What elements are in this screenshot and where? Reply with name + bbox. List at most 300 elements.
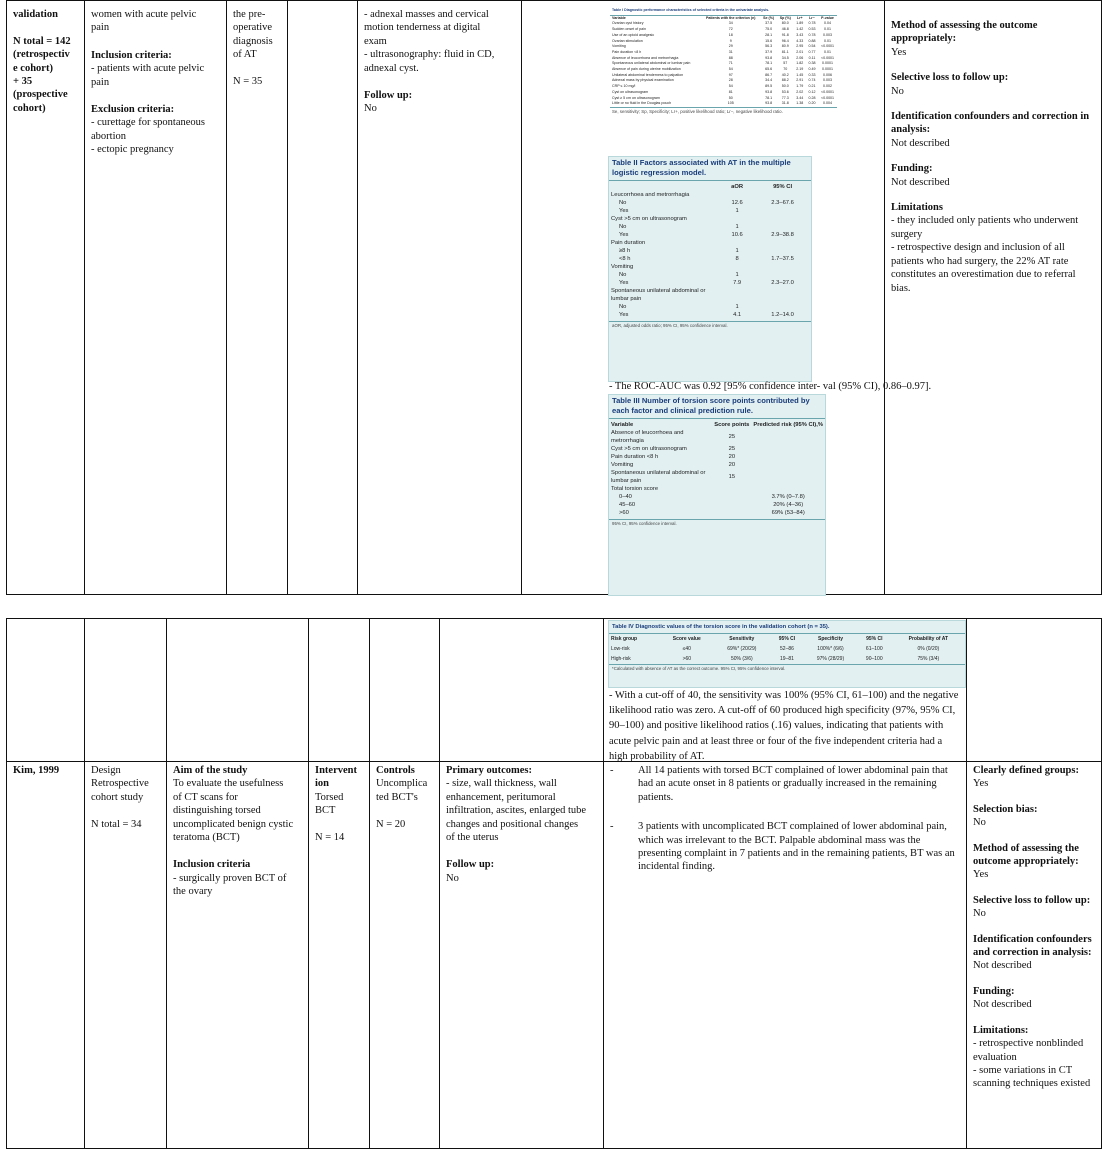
- table3-cell: [751, 429, 825, 445]
- table1-cell: Little or no fluid in the Douglas pouch: [612, 101, 672, 106]
- aim-line: teratoma (BCT): [173, 832, 240, 844]
- aim-line: of CT scans for: [173, 791, 238, 803]
- table1-cell: 0.78: [808, 32, 816, 37]
- table1-cell: 0.38: [808, 61, 816, 66]
- table1-cell: 34.5: [781, 55, 789, 60]
- design-line: Design: [91, 765, 121, 776]
- followup-heading: Follow up:: [364, 90, 413, 102]
- table-row: [609, 263, 811, 271]
- table2-cell: [720, 239, 754, 247]
- quality-heading: Selective loss to follow up:: [973, 894, 1091, 906]
- table2-cell: [754, 287, 811, 303]
- table2-cell: Yes: [619, 232, 629, 238]
- table1-cell: 31: [728, 49, 733, 54]
- intervention-line: of AT: [233, 49, 257, 61]
- table3-cell: 20: [728, 454, 736, 460]
- table-iv-figure: [608, 620, 966, 688]
- table-row: [609, 271, 811, 279]
- table-row: [609, 231, 811, 239]
- table3-cell: [712, 501, 751, 509]
- table1-cell: 72: [728, 27, 733, 32]
- table4-cell: High-risk: [611, 656, 631, 662]
- table1-cell: 70: [783, 67, 788, 72]
- table4-cell: Low-risk: [611, 646, 630, 652]
- outcome-line: enhancement, peritumoral: [446, 791, 556, 803]
- table1-cell: 0.88: [808, 38, 816, 43]
- exclusion-line: - curettage for spontaneous: [91, 117, 205, 129]
- table-ii-figure: [608, 156, 812, 382]
- table1-cell: 50.0: [781, 84, 789, 89]
- primary-outcomes-heading: Primary outcomes:: [446, 765, 533, 776]
- table2-cell: 8: [735, 256, 739, 262]
- quality-value: Not described: [973, 960, 1032, 972]
- table1-cell: 2.91: [796, 78, 804, 83]
- table1-cell: Use of an opioid analgesic: [612, 32, 655, 37]
- kim-quality-cell: [967, 762, 1102, 1149]
- table1-cell: 88: [728, 55, 733, 60]
- control-line: Uncomplica: [376, 778, 428, 790]
- control-line: N = 20: [376, 818, 406, 830]
- table1-cell: <0.0001: [820, 55, 835, 60]
- table1-header-cell: Variable: [612, 15, 626, 20]
- controls-heading: Controls: [376, 765, 415, 776]
- table1-cell: 2.06: [796, 55, 804, 60]
- table1-cell: 88.2: [781, 78, 789, 83]
- population-line: women with acute pelvic: [91, 9, 197, 20]
- table1-cell: 65.6: [765, 67, 773, 72]
- inclusion-line: - surgically proven BCT of: [173, 872, 287, 884]
- table1-cell: 81: [728, 89, 733, 94]
- table3-cell: [751, 453, 825, 461]
- table1-cell: 4.33: [796, 38, 804, 43]
- result-bullet: [610, 764, 960, 804]
- table1-cell: 0.77: [808, 49, 816, 54]
- design-line: N total = 34: [91, 818, 142, 830]
- table-row: [609, 303, 811, 311]
- quality-value: No: [891, 85, 904, 97]
- quality-value: - retrospective nonblinded evaluation - some variations in CT scanning techniques existed: [973, 1038, 1091, 1090]
- table2-cell: 2.3–67.6: [771, 200, 794, 206]
- cutoff-text: - With a cut-off of 40, the sensitivity was 100% (95% CI, 61–100) and the negative likelihood ratio was zero. A cut-off of 60 produced high specificity (97%, 95% CI, 90–100) and positive likelihood ratios (.16) values, indicating that patients with acute pelvic pain and at least three or four of the five independent criteria had a high probability of AT.: [609, 690, 959, 762]
- table1-header-cell: Lr+: [796, 15, 803, 20]
- quality-heading: Selection bias:: [973, 803, 1038, 815]
- intervention-line: diagnosis: [233, 35, 273, 47]
- quality-heading: Identification confounders and correction in analysis:: [973, 933, 1092, 959]
- table2-cell: No: [619, 272, 627, 278]
- table2-cell: Cyst >5 cm on ultrasonogram: [611, 216, 687, 222]
- table1-cell: 3.43: [796, 32, 804, 37]
- study-id-line: + 35: [13, 76, 33, 88]
- table-iii: [609, 421, 825, 517]
- table-row: [609, 493, 825, 501]
- intervention-line: [315, 818, 363, 831]
- table-row: [609, 461, 825, 469]
- table2-header-cell: aOR: [731, 184, 744, 190]
- quality-value: Not described: [891, 176, 950, 188]
- kim-followup-value: No: [446, 872, 459, 884]
- outcome-line: - size, wall thickness, wall: [446, 778, 557, 790]
- table1-cell: 0.21: [808, 84, 816, 89]
- table3-cell: 20: [728, 462, 736, 468]
- table1-cell: 1.79: [796, 84, 804, 89]
- table-row: [609, 287, 811, 303]
- table-row: [609, 445, 825, 453]
- table3-cell: Absence of leucorrhoea and metrorrhagia: [611, 430, 684, 444]
- intervention-line: the pre-: [233, 9, 266, 20]
- table2-cell: 12.6: [731, 200, 743, 206]
- outcome-line: infiltration, ascites, enlarged tube: [446, 805, 587, 817]
- table3-cell: 45–60: [619, 502, 636, 508]
- table-i-footnote: Se, sensitivity; Sp, Specificity; Lr+, positive likelihood ratio; Lr−, negative likelihood ratio.: [612, 108, 783, 114]
- table1-cell: Ovarian stimulation: [612, 38, 643, 43]
- outcome-line: changes and positional changes: [446, 818, 579, 830]
- table-row: [609, 654, 965, 664]
- table-row: [609, 509, 825, 517]
- table2-cell: [720, 263, 754, 271]
- kim-results-cell: [604, 762, 967, 1149]
- table1-cell: 0.003: [823, 32, 833, 37]
- quality-heading: Method of assessing the outcome appropriately:: [891, 20, 1038, 45]
- inclusion-line: the ovary: [173, 886, 213, 898]
- table-row: [609, 644, 965, 654]
- table3-cell: Pain duration <8 h: [611, 454, 659, 460]
- control-cell: [288, 1, 358, 595]
- quality-value: No: [973, 817, 986, 829]
- table1-cell: 105: [727, 101, 734, 106]
- quality-value: No: [973, 908, 986, 920]
- table1-header-cell: Se (%): [763, 15, 775, 20]
- design-line: Retrospective: [91, 778, 149, 790]
- table4-cell: 50% (3/6): [730, 656, 753, 662]
- table1-cell: 0.53: [808, 27, 816, 32]
- kim-followup-heading: Follow up:: [446, 859, 495, 871]
- table-ii-footnote: aOR, adjusted odds ratio; 95% CI, 95% confidence interval.: [612, 323, 728, 328]
- table4-header-cell: Risk group: [611, 636, 638, 642]
- design-line: cohort study: [91, 791, 144, 803]
- table1-cell: 96.4: [781, 38, 789, 43]
- table-ii-title: Table II Factors associated with AT in the multiple logistic regression model.: [612, 158, 791, 177]
- table1-cell: 2.19: [796, 67, 804, 72]
- table1-cell: 80.0: [781, 21, 789, 26]
- table2-cell: 4.1: [733, 312, 742, 318]
- table2-cell: Yes: [619, 280, 629, 286]
- quality-heading: Funding:: [891, 163, 933, 175]
- table1-cell: 0.0001: [822, 61, 834, 66]
- table2-cell: No: [619, 200, 627, 206]
- table1-cell: 1.89: [796, 21, 804, 26]
- quality-cell: [885, 1, 1102, 595]
- table-iii-figure: [608, 394, 826, 596]
- result-text: 3 patients with uncomplicated BCT complained of lower abdominal pain, which was irrelevant to the BCT. Palpable abdominal mass was the presenting complaint in 7 patients and in the remaining patients, BT was an incidental finding.: [638, 821, 955, 873]
- table1-cell: 1.38: [796, 101, 804, 106]
- study-id: Kim, 1999: [13, 765, 60, 776]
- table1-cell: CRP ≤ 10 mg/l: [612, 84, 636, 89]
- table1-cell: 0.01: [824, 38, 832, 43]
- table-row: [609, 215, 811, 223]
- table2-cell: Leucorrhoea and metrorrhagia: [611, 192, 690, 198]
- table1-cell: 54: [728, 84, 733, 89]
- table4-cell: ≤40: [682, 646, 691, 652]
- quality-heading: Limitations:: [973, 1024, 1029, 1036]
- table1-cell: 18: [728, 32, 733, 37]
- table1-cell: Unilateral abdominal tenderness to palpation: [612, 72, 684, 77]
- kim-population-cell: [167, 762, 309, 1149]
- table-iv-title: Table IV Diagnostic values of the torsion score in the validation cohort (n = 35).: [612, 624, 830, 630]
- table-row: [609, 223, 811, 231]
- table4-header-cell: 95% CI: [778, 636, 796, 642]
- table4-cell: 69%* (20/29): [727, 646, 757, 652]
- aim-line: distinguishing torsed: [173, 805, 261, 817]
- table1-cell: 0.004: [823, 101, 833, 106]
- quality-value: Yes: [891, 46, 907, 58]
- table1-cell: 0.01: [824, 49, 832, 54]
- table1-cell: 0.002: [823, 84, 833, 89]
- quality-heading: Clearly defined groups:: [973, 765, 1079, 776]
- table-i: [610, 16, 837, 107]
- table1-cell: 97: [728, 72, 733, 77]
- table1-cell: 31.8: [781, 101, 789, 106]
- table-iv-footnote: *Calculated with absence of AT as the correct outcome. 95% CI, 95% confidence interval.: [612, 666, 786, 671]
- table1-cell: 0.33: [808, 72, 816, 77]
- table1-cell: Spontaneous unilateral abdominal or lumbar pain: [612, 61, 691, 66]
- table1-cell: 0.0001: [822, 67, 834, 72]
- aim-line: uncomplicated benign cystic: [173, 818, 294, 830]
- table3-cell: 15: [728, 474, 736, 480]
- control-line: ted BCT's: [376, 791, 418, 803]
- exclusion-heading: Exclusion criteria:: [91, 104, 175, 116]
- table4-cell: 19–81: [780, 656, 794, 662]
- table2-cell: [754, 247, 811, 255]
- table1-cell: 0.11: [808, 55, 816, 60]
- table2-cell: 2.3–27.0: [771, 280, 794, 286]
- table3-cell: >60: [619, 510, 629, 516]
- table1-cell: Vomiting: [612, 44, 626, 49]
- quality-heading: Method of assessing the outcome appropriately:: [973, 842, 1079, 868]
- table1-cell: 91.8: [781, 32, 789, 37]
- table3-cell: 3.7% (0–7.8): [771, 494, 805, 500]
- quality-value: Yes: [973, 869, 989, 881]
- table4-cell: 0% (0/20): [917, 646, 940, 652]
- table2-cell: Vomiting: [611, 264, 634, 270]
- table1-cell: 37.5: [765, 21, 773, 26]
- table2-cell: [720, 191, 754, 199]
- table1-cell: 29: [728, 44, 733, 49]
- table2-cell: No: [619, 304, 627, 310]
- table4-header-cell: Specificity: [818, 636, 844, 642]
- table1-cell: 0.78: [808, 21, 816, 26]
- table1-cell: 0.28: [808, 95, 816, 100]
- table2-cell: 2.9–38.8: [771, 232, 794, 238]
- intervention-line: [233, 62, 281, 75]
- table1-cell: <0.0001: [820, 89, 835, 94]
- table1-cell: 1.42: [796, 27, 804, 32]
- table1-cell: 81.1: [781, 49, 789, 54]
- table-row: [609, 199, 811, 207]
- table2-cell: 1.7–37.5: [771, 256, 794, 262]
- result-bullet: [610, 820, 960, 874]
- table3-header-cell: Predicted risk (95% CI),%: [753, 422, 823, 428]
- table3-cell: [751, 485, 825, 493]
- table-i-figure: [610, 6, 837, 157]
- table2-cell: [754, 223, 811, 231]
- aim-heading: Aim of the study: [173, 765, 248, 776]
- outcome-line: - ultrasonography: fluid in CD,: [364, 49, 495, 61]
- table1-cell: Cyst on ultrasonogram: [612, 89, 649, 94]
- table2-cell: [720, 287, 754, 303]
- table3-cell: [712, 485, 751, 493]
- population-cell: [85, 1, 227, 595]
- table2-cell: Yes: [619, 208, 629, 214]
- table-iv: [609, 634, 965, 664]
- table2-cell: [754, 239, 811, 247]
- table-row: [609, 279, 811, 287]
- table1-cell: 15.6: [765, 38, 773, 43]
- table3-cell: [751, 461, 825, 469]
- kim-outcomes-cell: [440, 762, 604, 1149]
- table1-cell: 2.01: [796, 49, 804, 54]
- kim-design-cell: [85, 762, 167, 1149]
- table1-cell: 89.5: [765, 84, 773, 89]
- quality-heading: Funding:: [973, 985, 1015, 997]
- table1-cell: 75.0: [765, 27, 773, 32]
- table1-cell: 9: [729, 38, 732, 43]
- table1-cell: 53.6: [781, 89, 789, 94]
- table1-cell: Adnexal mass by physical examination: [612, 78, 674, 83]
- table3-cell: Total torsion score: [611, 486, 659, 492]
- table2-cell: 1: [735, 248, 739, 254]
- quality-value: Not described: [973, 999, 1032, 1011]
- table3-cell: Spontaneous unilateral abdominal or lumbar pain: [611, 470, 706, 484]
- table2-cell: Spontaneous unilateral abdominal or lumbar pain: [611, 288, 706, 302]
- study-id-line: (prospective: [13, 89, 68, 101]
- table4-header-cell: Probability of AT: [908, 636, 949, 642]
- table1-cell: 86.7: [765, 72, 773, 77]
- intervention-line: N = 35: [233, 76, 263, 88]
- table1-cell: 0.04: [824, 21, 832, 26]
- table-row: [609, 429, 825, 445]
- kim-study-id-cell: [7, 762, 85, 1149]
- study-id-line: validation: [13, 9, 58, 20]
- table-row: [609, 485, 825, 493]
- table1-cell: Cyst ≥ 5 cm on ultrasonogram: [612, 95, 660, 100]
- table1-cell: 1.82: [796, 61, 804, 66]
- intervention-line: operative: [233, 22, 273, 34]
- outcome-line: motion tenderness at digital: [364, 22, 481, 34]
- table4-header-cell: Sensitivity: [729, 636, 755, 642]
- table2-header-cell: [609, 183, 720, 191]
- table1-cell: 77.3: [781, 95, 789, 100]
- table4-cell: 75% (3/4): [917, 656, 940, 662]
- outcomes-cell: [358, 1, 522, 595]
- table1-cell: 0.54: [808, 44, 816, 49]
- study-id-line: [13, 21, 78, 34]
- table1-header-cell: Sp (%): [779, 15, 791, 20]
- table-ii: [609, 183, 811, 319]
- table-row: [609, 207, 811, 215]
- table1-cell: 40.2: [781, 72, 789, 77]
- table-row: [609, 255, 811, 263]
- table2-cell: Pain duration: [611, 240, 646, 246]
- table2-cell: 10.6: [731, 232, 743, 238]
- table3-cell: [751, 445, 825, 453]
- table1-cell: 0.003: [823, 78, 833, 83]
- quality-heading: Identification confounders and correction in analysis:: [891, 111, 1090, 136]
- kim-intervention-cell: [309, 762, 370, 1149]
- table1-cell: 1.45: [796, 72, 804, 77]
- table1-header-cell: Patients with the criterion (n): [705, 15, 756, 20]
- table2-cell: 1: [735, 304, 739, 310]
- study-id-cell: [7, 1, 85, 595]
- table-row: [609, 311, 811, 319]
- table1-cell: 28.1: [765, 32, 773, 37]
- followup-value: No: [364, 103, 377, 115]
- table1-header-cell: P-value: [821, 15, 834, 20]
- table1-cell: 0.01: [824, 27, 832, 32]
- table-row: [609, 191, 811, 199]
- table2-cell: ≥8 h: [619, 248, 631, 254]
- table1-cell: 93.8: [765, 101, 773, 106]
- table2-cell: [754, 207, 811, 215]
- table1-cell: 50: [728, 95, 733, 100]
- outcome-line: exam: [364, 35, 387, 47]
- result-text: All 14 patients with torsed BCT complained of lower abdominal pain that had an acute onset in 8 patients or gradually increased in the remaining patients.: [638, 765, 948, 803]
- table3-cell: [712, 509, 751, 517]
- roc-auc-text: - The ROC-AUC was 0.92 [95% confidence inter- val (95% CI), 0.86–0.97].: [609, 381, 932, 392]
- design-line: [91, 804, 160, 817]
- table-iii-title: Table III Number of torsion score points contributed by each factor and clinical prediction rule.: [612, 396, 810, 415]
- table3-cell: 25: [728, 446, 736, 452]
- table2-cell: <8 h: [619, 256, 631, 262]
- table-row: [609, 453, 825, 461]
- table-iii-footnote: 95% CI, 95% confidence interval.: [612, 521, 677, 526]
- table4-cell: 100%* (6/6): [817, 646, 844, 652]
- study-id-line: e cohort): [13, 62, 53, 74]
- table3-header-cell: Score points: [714, 422, 750, 428]
- table3-cell: 20% (4–36): [773, 502, 804, 508]
- table4-header-cell: Score value: [672, 636, 701, 642]
- outcome-line: of the uterus: [446, 832, 499, 844]
- table-row: [609, 247, 811, 255]
- table1-cell: 34: [728, 21, 733, 26]
- table1-cell: Sudden onset of pain: [612, 27, 646, 32]
- table1-cell: 46.8: [781, 27, 789, 32]
- table1-cell: 93.8: [765, 89, 773, 94]
- intervention-line: N = 14: [315, 832, 345, 844]
- table2-cell: [754, 263, 811, 271]
- intervention-line: BCT: [315, 805, 336, 817]
- table1-header-cell: Lr−: [809, 15, 815, 20]
- table2-cell: No: [619, 224, 627, 230]
- table4-cell: 97% (28/29): [816, 656, 845, 662]
- table-row: [609, 501, 825, 509]
- table2-cell: 7.9: [733, 280, 742, 286]
- inclusion-line: - patients with acute pelvic: [91, 63, 205, 75]
- top-evidence-table: [6, 0, 1102, 595]
- table1-cell: 57: [783, 61, 788, 66]
- kim-inclusion-heading: Inclusion criteria: [173, 859, 251, 871]
- quality-value: Yes: [973, 778, 989, 790]
- quality-heading: Limitations: [891, 202, 943, 214]
- table1-cell: 93.8: [765, 55, 773, 60]
- table1-cell: 78.1: [765, 61, 773, 66]
- table4-cell: 90–100: [865, 656, 883, 662]
- kim-control-cell: [370, 762, 440, 1149]
- table1-cell: 3.44: [796, 95, 804, 100]
- table2-cell: Yes: [619, 312, 629, 318]
- table3-cell: [751, 469, 825, 485]
- quality-heading: Selective loss to follow up:: [891, 72, 1009, 84]
- intervention-heading: ion: [315, 778, 330, 790]
